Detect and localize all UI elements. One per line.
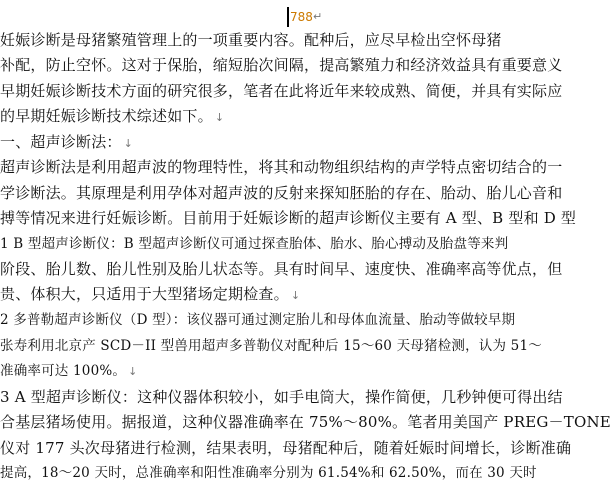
line-text: 超声诊断法是利用超声波的物理特性，将其和动物组织结构的声学特点密切结合的一 — [0, 158, 563, 176]
line-break-mark: ↓ — [290, 289, 301, 302]
line-break-mark: ↓ — [214, 111, 225, 124]
text-line — [0, 30, 502, 50]
text-line — [0, 387, 563, 407]
text-line — [0, 55, 562, 75]
text-line — [0, 310, 515, 330]
page-number: 788 — [290, 10, 313, 24]
text-line — [0, 81, 562, 101]
line-text: 早期妊娠诊断技术方面的研究很多，笔者在此将近年来较成熟、简便，并具有实际应 — [0, 82, 563, 100]
text-line — [0, 106, 224, 128]
text-line — [0, 336, 542, 356]
line-break-mark: ↓ — [123, 137, 134, 150]
text-line — [0, 183, 562, 203]
line-text: 合基层猪场使用。据报道，这种仪器准确率在 75%～80%。笔者用美国产 PREG－TONE — [0, 413, 611, 431]
line-text: 3 A 型超声诊断仪：这种仪器体积较小，如手电筒大，操作简便，几秒钟便可得出结 — [0, 388, 563, 406]
line-text: 阶段、胎儿数、胎儿性别及胎儿状态等。具有时间早、速度快、准确率高等优点，但 — [0, 260, 563, 278]
line-text: 2 多普勒超声诊断仪（D 型）：该仪器可通过测定胎儿和母体血流量、胎动等做较早期 — [0, 312, 516, 328]
text-cursor — [287, 7, 289, 27]
line-break-mark: ↓ — [128, 365, 138, 378]
line-text: 妊娠诊断是母猪繁殖管理上的一项重要内容。配种后，应尽早检出空怀母猪 — [0, 31, 502, 49]
line-text: 一、超声诊断法： — [0, 133, 122, 151]
line-text: 提高，18～20 天时，总准确率和阳性准确率分别为 61.54%和 62.50%，而在 30 天时 — [0, 465, 537, 481]
line-text: 1 B 型超声诊断仪：B 型超声诊断仪可通过探查胎体、胎水、胎心搏动及胎盘等来判 — [0, 236, 509, 252]
text-line — [0, 234, 508, 254]
text-line — [0, 284, 300, 306]
line-text: 的早期妊娠诊断技术综述如下。 — [0, 107, 213, 125]
text-line — [0, 412, 611, 432]
text-line — [0, 361, 138, 382]
text-line — [0, 438, 571, 458]
text-line — [0, 157, 562, 177]
section-heading — [0, 132, 133, 154]
line-text: 仪对 177 头次母猪进行检测，结果表明，母猪配种后，随着妊娠时间增长，诊断准确 — [0, 439, 572, 457]
text-line — [0, 208, 576, 228]
text-line — [0, 463, 537, 483]
paragraph-mark: ↵ — [313, 10, 323, 23]
line-text: 贵、体积大，只适用于大型猪场定期检查。 — [0, 285, 289, 303]
line-text: 张寿利用北京产 SCD－II 型兽用超声多普勒仪对配种后 15～60 天母猪检测，认为 51～ — [0, 338, 542, 354]
line-text: 搏等情况来进行妊娠诊断。目前用于妊娠诊断的超声诊断仪主要有 A 型、B 型和 D 型 — [0, 209, 577, 227]
line-text: 准确率可达 100%。 — [0, 363, 127, 379]
line-text: 补配，防止空怀。这对于保胎，缩短胎次间隔，提高繁殖力和经济效益具有重要意义 — [0, 56, 563, 74]
line-text: 学诊断法。其原理是利用孕体对超声波的反射来探知胚胎的存在、胎动、胎儿心音和 — [0, 184, 563, 202]
text-line — [0, 259, 562, 279]
